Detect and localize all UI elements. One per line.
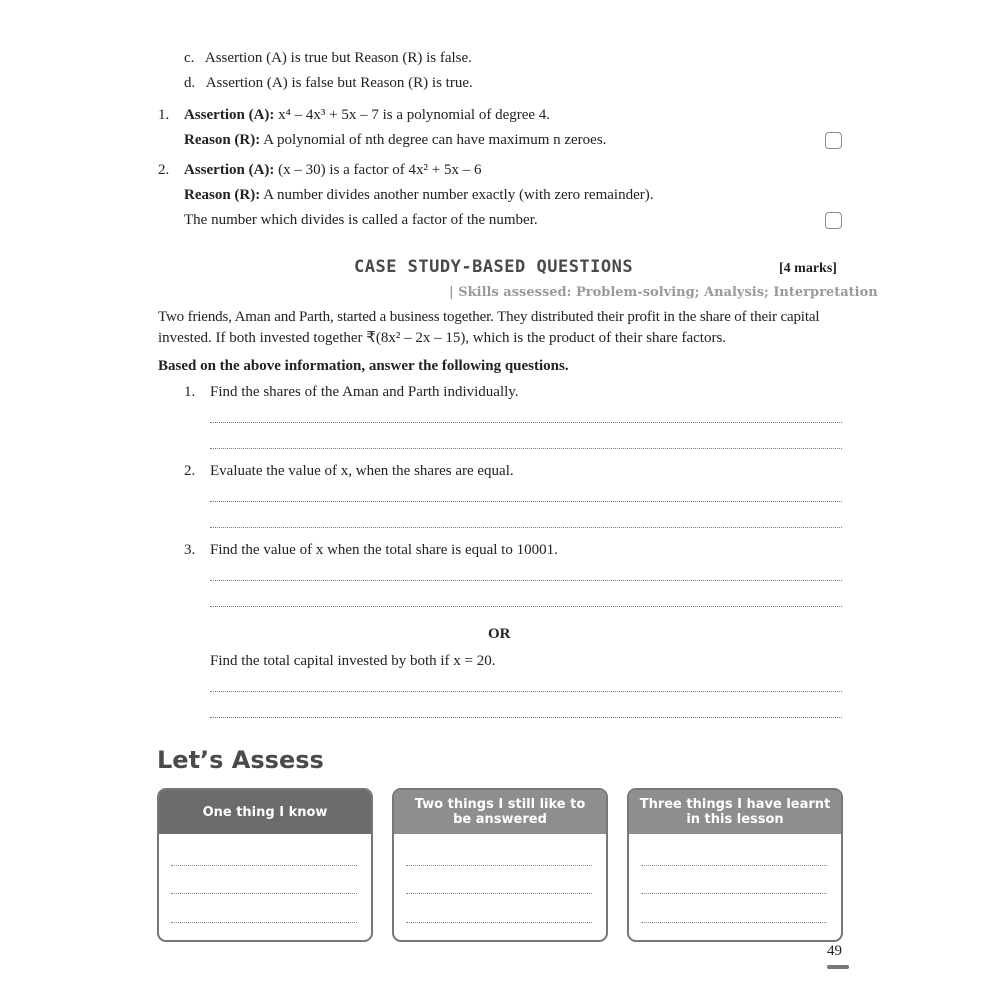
assess-card-know — [157, 788, 373, 942]
write-line[interactable] — [641, 865, 827, 866]
write-line[interactable] — [641, 922, 827, 923]
assertion-1 — [184, 107, 550, 124]
skills-assessed: | Skills assessed: Problem-solving; Analysis; Interpretation — [449, 285, 878, 300]
answer-line[interactable] — [210, 580, 842, 581]
option-letter: d. — [184, 75, 196, 91]
card-header: One thing I know — [159, 790, 371, 834]
reason-1 — [184, 132, 606, 149]
answer-checkbox-2[interactable] — [825, 212, 842, 229]
alternate-question-text: Find the total capital invested by both if x = 20. — [210, 653, 496, 669]
assess-card-questions — [392, 788, 608, 942]
write-line[interactable] — [171, 865, 357, 866]
question-2-number: 2. — [184, 463, 196, 479]
option-d — [184, 75, 473, 92]
assess-card-learnt — [627, 788, 843, 942]
question-1-text: Find the shares of the Aman and Parth individually. — [210, 384, 519, 400]
answer-line[interactable] — [210, 501, 842, 502]
assertion-label: Assertion (A): — [184, 107, 275, 123]
card-header: Two things I still like to be answered — [394, 790, 606, 834]
or-text: OR — [488, 626, 511, 642]
answer-checkbox-1[interactable] — [825, 132, 842, 149]
answer-line[interactable] — [210, 691, 842, 692]
answer-line[interactable] — [210, 422, 842, 423]
pencil-icon — [827, 965, 849, 969]
assertion-1-number: 1. — [158, 107, 170, 123]
marks-label: [4 marks] — [779, 261, 837, 276]
assertion-text: x⁴ – 4x³ + 5x – 7 is a polynomial of degree 4. — [278, 107, 551, 123]
case-study-paragraph-line-1: Two friends, Aman and Parth, started a business together. They distributed their profit in the share of their capital — [158, 309, 820, 325]
assertion-text: (x – 30) is a factor of 4x² + 5x – 6 — [278, 162, 482, 178]
page-number: 49 — [827, 943, 842, 959]
case-study-paragraph-line-2: invested. If both invested together ₹(8x² – 2x – 15), which is the product of their share factors. — [158, 330, 727, 346]
answer-line[interactable] — [210, 448, 842, 449]
question-3-number: 3. — [184, 542, 196, 558]
reason-2 — [184, 187, 653, 204]
answer-line[interactable] — [210, 606, 842, 607]
question-1-number: 1. — [184, 384, 196, 400]
or-label — [488, 626, 511, 643]
assertion-2-number: 2. — [158, 162, 170, 178]
write-line[interactable] — [641, 893, 827, 894]
option-letter: c. — [184, 50, 195, 66]
case-study-heading: CASE STUDY-BASED QUESTIONS — [354, 257, 634, 277]
reason-label: Reason (R): — [184, 187, 261, 203]
instruction — [158, 358, 569, 375]
answer-line[interactable] — [210, 717, 842, 718]
question-3-text: Find the value of x when the total share is equal to 10001. — [210, 542, 558, 558]
write-line[interactable] — [171, 922, 357, 923]
write-line[interactable] — [171, 893, 357, 894]
reason-text: A number divides another number exactly (with zero remainder). — [263, 187, 654, 203]
write-line[interactable] — [406, 893, 592, 894]
reason-2-continued: The number which divides is called a factor of the number. — [184, 212, 538, 228]
card-header: Three things I have learnt in this lesson — [629, 790, 841, 834]
lets-assess-title: Let’s Assess — [157, 746, 324, 774]
instruction-text: Based on the above information, answer the following questions. — [158, 358, 569, 374]
reason-label: Reason (R): — [184, 132, 261, 148]
write-line[interactable] — [406, 922, 592, 923]
assertion-label: Assertion (A): — [184, 162, 275, 178]
assertion-2 — [184, 162, 481, 179]
answer-line[interactable] — [210, 527, 842, 528]
reason-text: A polynomial of nth degree can have maximum n zeroes. — [263, 132, 607, 148]
option-c — [184, 50, 472, 67]
question-2-text: Evaluate the value of x, when the shares are equal. — [210, 463, 514, 479]
option-text: Assertion (A) is false but Reason (R) is true. — [205, 75, 473, 91]
option-text: Assertion (A) is true but Reason (R) is false. — [204, 50, 472, 66]
write-line[interactable] — [406, 865, 592, 866]
